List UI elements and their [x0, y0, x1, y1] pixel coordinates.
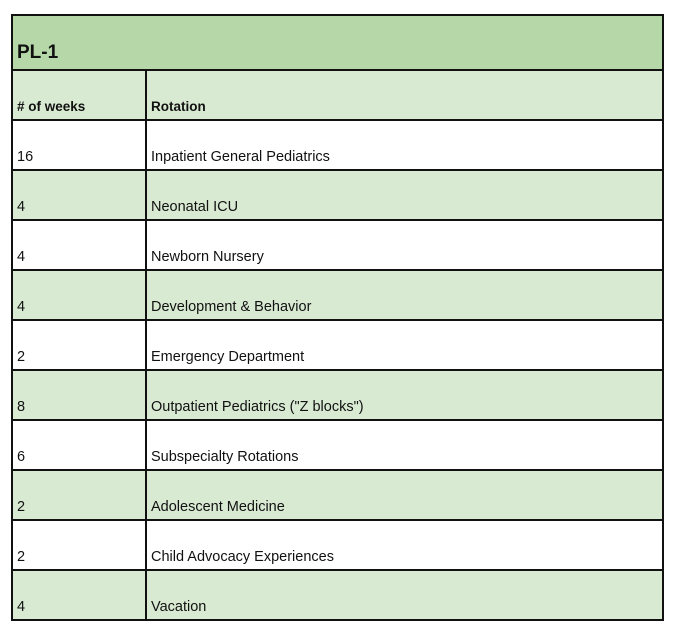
weeks-cell: 4: [12, 270, 146, 320]
rotation-cell: Development & Behavior: [146, 270, 663, 320]
table-row: [12, 520, 663, 570]
weeks-cell: 6: [12, 420, 146, 470]
table-row: [12, 120, 663, 170]
table-title: PL-1: [12, 15, 663, 70]
weeks-cell: 16: [12, 120, 146, 170]
weeks-cell: 8: [12, 370, 146, 420]
weeks-cell: 2: [12, 320, 146, 370]
table-row: [12, 370, 663, 420]
rotation-cell: Subspecialty Rotations: [146, 420, 663, 470]
table-header-row: [12, 70, 663, 120]
table-row: [12, 220, 663, 270]
rotation-cell: Child Advocacy Experiences: [146, 520, 663, 570]
header-rotation: Rotation: [146, 70, 663, 120]
rotation-cell: Outpatient Pediatrics ("Z blocks"): [146, 370, 663, 420]
rotation-cell: Inpatient General Pediatrics: [146, 120, 663, 170]
weeks-cell: 4: [12, 570, 146, 620]
pl1-rotation-table: [11, 14, 664, 621]
weeks-cell: 2: [12, 470, 146, 520]
rotation-cell: Adolescent Medicine: [146, 470, 663, 520]
rotation-cell: Vacation: [146, 570, 663, 620]
weeks-cell: 4: [12, 170, 146, 220]
table-row: [12, 570, 663, 620]
table-row: [12, 470, 663, 520]
header-weeks: # of weeks: [12, 70, 146, 120]
table-row: [12, 320, 663, 370]
rotation-cell: Neonatal ICU: [146, 170, 663, 220]
weeks-cell: 4: [12, 220, 146, 270]
table-title-row: [12, 15, 663, 70]
rotation-cell: Emergency Department: [146, 320, 663, 370]
table-row: [12, 170, 663, 220]
table-row: [12, 420, 663, 470]
table-row: [12, 270, 663, 320]
rotation-cell: Newborn Nursery: [146, 220, 663, 270]
weeks-cell: 2: [12, 520, 146, 570]
